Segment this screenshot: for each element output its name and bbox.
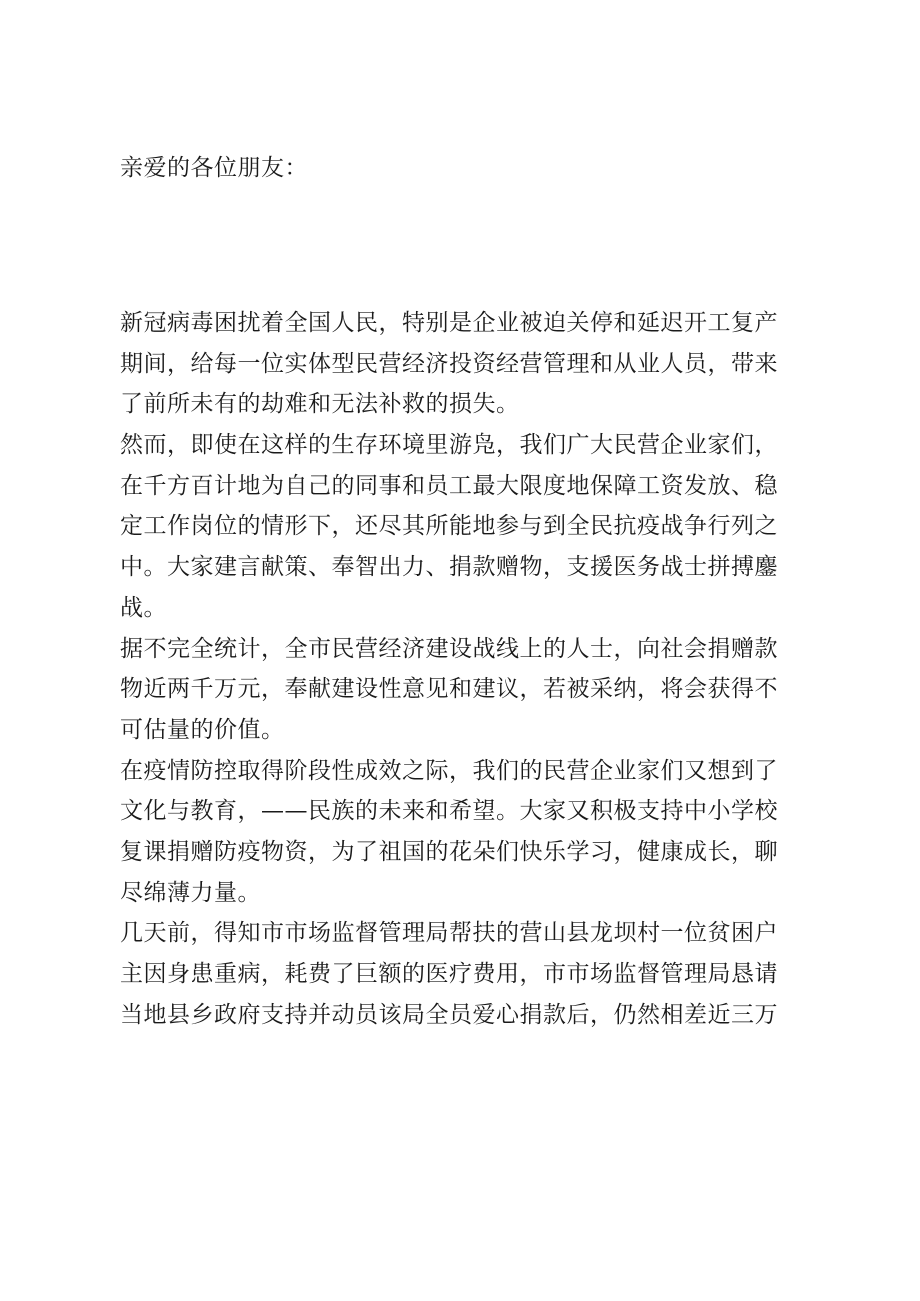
body-line: 定工作岗位的情形下，还尽其所能地参与到全民抗疫战争行列之 [120, 513, 778, 540]
body-line: 据不完全统计，全市民营经济建设战线上的人士，向社会捐赠款 [120, 635, 778, 662]
body-line: 期间，给每一位实体型民营经济投资经营管理和从业人员，带来 [120, 350, 778, 377]
letter-body [120, 303, 810, 1035]
body-line: 中。大家建言献策、奉智出力、捐款赠物，支援医务战士拼搏鏖 [120, 554, 778, 581]
body-line: 在疫情防控取得阶段性成效之际，我们的民营企业家们又想到了 [120, 757, 778, 784]
body-line: 物近两千万元，奉献建设性意见和建议，若被采纳，将会获得不 [120, 676, 778, 703]
body-line: 可估量的价值。 [120, 716, 285, 743]
body-line: 战。 [120, 594, 167, 621]
body-line: 尽绵薄力量。 [120, 879, 261, 906]
body-line: 新冠病毒困扰着全国人民，特别是企业被迫关停和延迟开工复产 [120, 310, 778, 336]
salutation-line: 亲爱的各位朋友： [120, 155, 308, 181]
body-line: 复课捐赠防疫物资，为了祖国的花朵们快乐学习，健康成长，聊 [120, 838, 778, 865]
body-line: 当地县乡政府支持并动员该局全员爱心捐款后，仍然相差近三万 [120, 1001, 778, 1028]
body-line: 文化与教育，——民族的未来和希望。大家又积极支持中小学校 [120, 798, 778, 825]
body-line: 在千方百计地为自己的同事和员工最大限度地保障工资发放、稳 [120, 472, 778, 499]
body-line: 了前所未有的劫难和无法补救的损失。 [120, 391, 520, 418]
body-line: 几天前，得知市市场监督管理局帮扶的营山县龙坝村一位贫困户 [120, 920, 778, 947]
salutation [120, 148, 810, 189]
body-line: 主因身患重病，耗费了巨额的医疗费用，市市场监督管理局恳请 [120, 961, 778, 987]
body-line: 然而，即使在这样的生存环境里游凫，我们广大民营企业家们， [120, 432, 778, 459]
